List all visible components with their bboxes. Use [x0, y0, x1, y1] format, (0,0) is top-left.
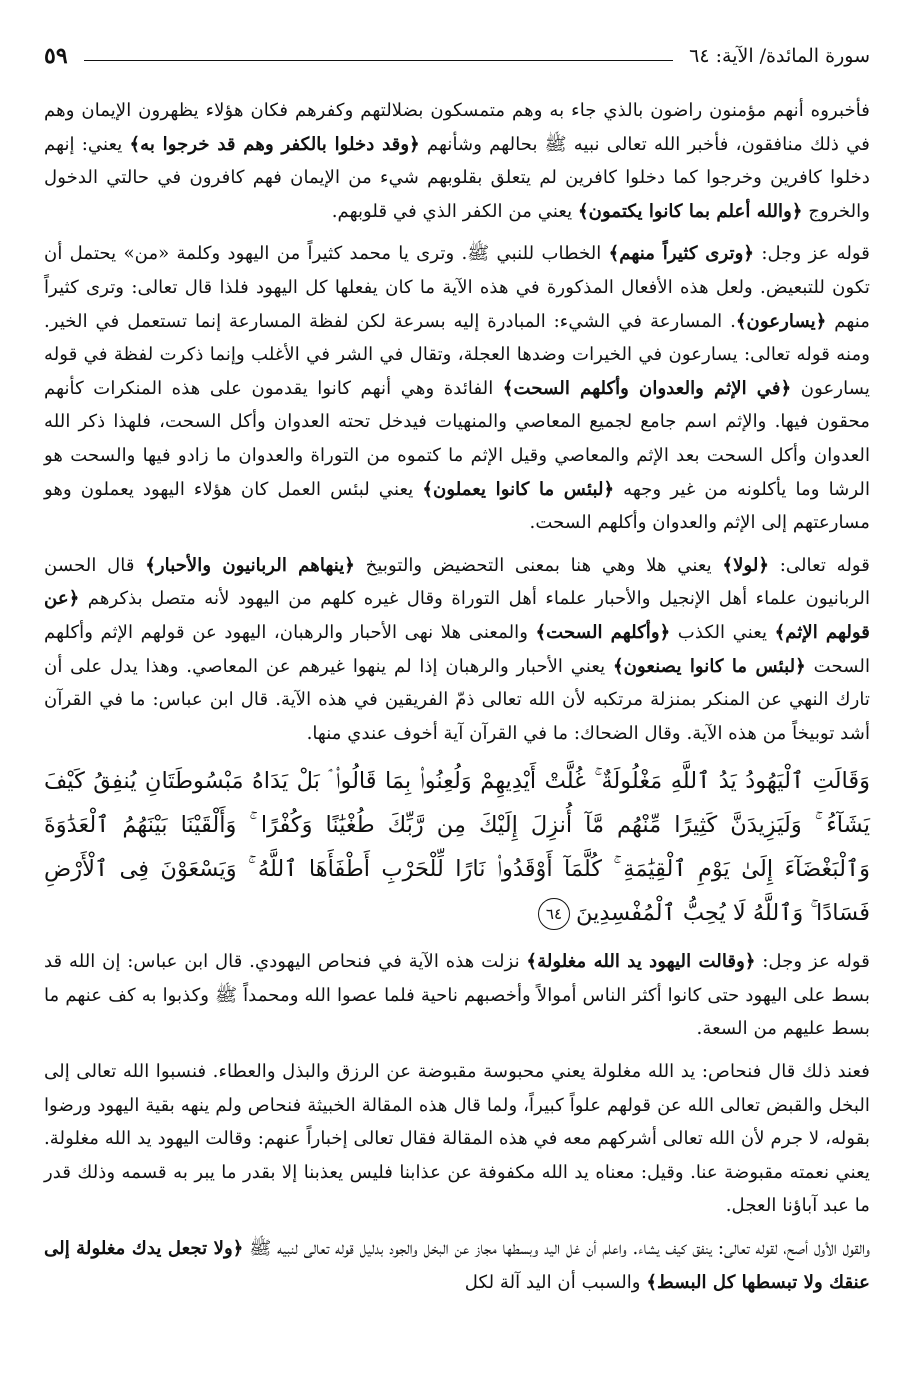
- paragraph: [44, 945, 870, 1046]
- body-text: الخطاب للنبي ﷺ. وترى يا محمد كثيراً من اليهود وكلمة «من» يحتمل أن تكون للتبعيض. ولعل هذه الأفعال المذكورة في هذه الآية ما كان يفعلها كل اليهود فلذا قال تعالى: وترى كثيراً منهم: [44, 243, 870, 332]
- quote-text: ﴿ولا تجعل يدك مغلولة إلى عنقك ولا تبسطها كل البسط﴾: [44, 1238, 870, 1293]
- quote-text: ﴿وأكلهم السحت﴾: [535, 621, 671, 643]
- page-header: [44, 36, 870, 76]
- body-text: يعني الكذب: [670, 621, 775, 643]
- paragraph: [44, 94, 870, 228]
- quote-text: ﴿يسارعون﴾: [735, 310, 827, 332]
- body-text: نزلت هذه الآية في فنحاص اليهودي. قال ابن عباس: إن الله قد بسط على اليهود حتى كانوا أكثر الناس أموالاً وأخصبهم ناحية فلما عصوا الله ومحمداً ﷺ وكذبوا به كف عنهم ما بسط عليهم من السعة.: [44, 951, 870, 1040]
- quote-text: ﴿لبئس ما كانوا يعملون﴾: [422, 478, 615, 500]
- quote-text: ﴿وقد دخلوا بالكفر وهم قد خرجوا به﴾: [129, 133, 420, 155]
- body-text: يعني: إنهم دخلوا كافرين وخرجوا كما دخلوا كافرين لم يتعلق بقلوبهم شيء من الإيمان فهم كافرون في حالتي الدخول والخروج: [44, 133, 870, 222]
- quote-text: ﴿لولا﴾: [722, 554, 770, 576]
- header-rule: [84, 60, 674, 61]
- page-number: ٥٩: [44, 43, 68, 69]
- body-text: والمعنى هلا نهى الأحبار والرهبان، اليهود عن قولهم الإثم وأكلهم السحت: [44, 621, 871, 677]
- ayah-number-marker: ٦٤: [538, 898, 570, 930]
- quote-text: ﴿ينهاهم الربانيون والأحبار﴾: [145, 554, 355, 576]
- verse-text: وَقَالَتِ ٱلْيَهُودُ يَدُ ٱللَّهِ مَغْلُولَةٌ ۚ غُلَّتْ أَيْدِيهِمْ وَلُعِنُوا۟ بِمَا قَالُوا۟ ۘ بَلْ يَدَاهُ مَبْسُوطَتَانِ يُنفِقُ كَيْفَ يَشَآءُ ۚ وَلَيَزِيدَنَّ كَثِيرًا مِّنْهُم مَّآ أُنزِلَ إِلَيْكَ مِن رَّبِّكَ طُغْيَٰنًا وَكُفْرًا ۚ وَأَلْقَيْنَا بَيْنَهُمُ ٱلْعَدَٰوَةَ وَٱلْبَغْضَآءَ إِلَىٰ يَوْمِ ٱلْقِيَٰمَةِ ۚ كُلَّمَآ أَوْقَدُوا۟ نَارًا لِّلْحَرْبِ أَطْفَأَهَا ٱللَّهُ ۚ وَيَسْعَوْنَ فِى ٱلْأَرْضِ فَسَادًا ۚ وَٱللَّهُ لَا يُحِبُّ ٱلْمُفْسِدِينَ: [44, 768, 870, 927]
- quote-text: ﴿في الإثم والعدوان وأكلهم السحت﴾: [502, 377, 792, 399]
- body-text: والسبب أن اليد آلة لكل: [464, 1271, 647, 1293]
- body-text: الفائدة وهي أنهم كانوا يقدمون على هذه المنكرات كأنهم محقون فيها. والإثم اسم جامع لجميع المعاصي والمنهيات فيدخل تحته العدوان وأكل السحت، فلهذا ذكر الله العدوان وأكل السحت بعد الإثم والمعاصي وقيل الإثم ما كتموه من التوراة والعدوان ما زادو فيها والسحت هو الرشا وما يأكلونه من غير وجهه: [44, 377, 871, 500]
- paragraph: [44, 237, 870, 539]
- body-text: . المسارعة في الشيء: المبادرة إليه بسرعة لكن لفظة المسارعة إنما تستعمل في الخير. ومنه قوله تعالى: يسارعون في الخيرات وضدها العجلة، وتقال في الشر في الأغلب وإنما ذكرت لفظة في قوله يسارعون: [44, 310, 870, 399]
- quote-text: ﴿عن قولهم الإثم﴾: [44, 588, 870, 643]
- surah-label: سورة المائدة/ الآية: ٦٤: [689, 45, 870, 67]
- quran-verse: [44, 759, 870, 935]
- body-text: فأخبروه أنهم مؤمنون راضون بالذي جاء به وهم متمسكون بضلالتهم وكفرهم فكان هؤلاء يظهرون الإيمان وهم في ذلك منافقون، فأخبر الله تعالى نبيه ﷺ بحالهم وشأنهم: [44, 100, 871, 155]
- quote-text: ﴿والله أعلم بما كانوا يكتمون﴾: [578, 200, 803, 222]
- body-text: قال الحسن الربانيون علماء أهل الإنجيل والأحبار علماء أهل التوراة وقال غيره كلهم من اليهود لأنه متصل بذكرهم: [44, 554, 870, 610]
- quote-text: ﴿وترى كثيراً منهم﴾: [608, 243, 755, 265]
- commentary-block-2: [44, 945, 870, 1299]
- body-text: فعند ذلك قال فنحاص: يد الله مغلولة يعني محبوسة مقبوضة عن الرزق والبذل والعطاء. فنسبوا الله تعالى إلى البخل والقبض تعالى الله عن قولهم علواً كبيراً، ولما قال هذه المقالة الخبيثة فنحاص ولم ينهه بقية اليهود ورضوا بقوله، لا جرم لأن الله تعالى أشركهم معه في هذه المقالة فقال تعالى إخباراً عنهم: وقالت اليهود يد الله مغلولة. يعني نعمته مقبوضة عنا. وقيل: معناه يد الله مكفوفة عن عذابنا فليس يعذبنا إلا بقدر ما يبر به قسمه وذلك قدر ما عبد آباؤنا العجل.: [44, 1061, 870, 1217]
- body-text: قوله عز وجل:: [754, 243, 870, 265]
- paragraph: [44, 549, 870, 751]
- body-text: يعني من الكفر الذي في قلوبهم.: [331, 200, 579, 222]
- paragraph: [44, 1055, 870, 1223]
- body-text: يعني الأحبار والرهبان إذا لم ينهوا غيرهم عن المعاصي. وهذا يدل على أن تارك النهي عن المنكر بمنزلة مرتكبه لأن الله تعالى ذمّ الفريقين في هذه الآية. قال ابن عباس: ما في القرآن أشد توبيخاً من هذه الآية. وقال الضحاك: ما في القرآن آية أخوف عندي منها.: [44, 655, 870, 744]
- body-text: قوله تعالى:: [769, 554, 870, 576]
- quote-text: ﴿لبئس ما كانوا يصنعون﴾: [613, 655, 806, 677]
- body-text: يعني لبئس العمل كان هؤلاء اليهود يعملون وهو مسارعتهم إلى الإثم والعدوان وأكلهم السحت.: [44, 478, 870, 534]
- body-text: قوله عز وجل:: [755, 951, 870, 973]
- commentary-block-1: [44, 94, 870, 750]
- quote-text: ﴿وقالت اليهود يد الله مغلولة﴾: [526, 951, 756, 973]
- body-text: والقول الأول أصح، لقوله تعالى: ينفق كيف يشاء. واعلم أن غل اليد وبسطها مجاز عن البخل والجود بدليل قوله تعالى لنبيه ﷺ: [243, 1238, 870, 1260]
- paragraph: [44, 1232, 870, 1299]
- body-text: يعني هلا وهي هنا بمعنى التحضيض والتوبيخ: [354, 554, 723, 576]
